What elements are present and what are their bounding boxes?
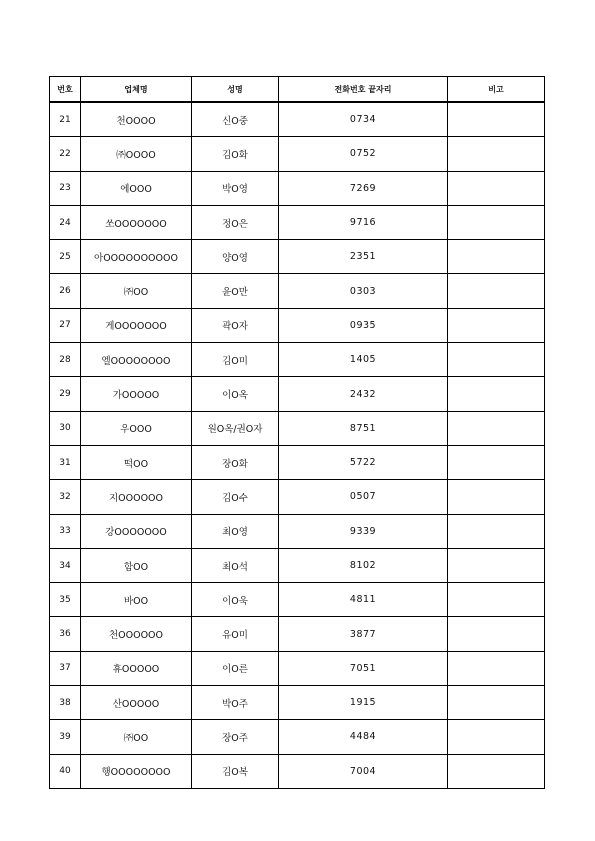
cell-note: [448, 411, 545, 445]
cell-no: 32: [50, 480, 81, 514]
table-row: [50, 377, 545, 411]
cell-phone-last: 7269: [279, 171, 448, 205]
cell-company: 쏘OOOOOOO: [81, 205, 192, 239]
cell-note: [448, 308, 545, 342]
cell-phone-last: 1915: [279, 686, 448, 720]
cell-company: 함OO: [81, 548, 192, 582]
cell-phone-last: 8102: [279, 548, 448, 582]
cell-company: 에OOO: [81, 171, 192, 205]
table-row: [50, 308, 545, 342]
table-row: [50, 171, 545, 205]
cell-name: 장O주: [192, 720, 279, 754]
cell-name: 정O은: [192, 205, 279, 239]
cell-name: 최O석: [192, 548, 279, 582]
cell-company: 휴OOOOO: [81, 651, 192, 685]
table-row: [50, 754, 545, 788]
cell-note: [448, 686, 545, 720]
cell-note: [448, 274, 545, 308]
cell-name: 이O욱: [192, 583, 279, 617]
table-row: [50, 137, 545, 171]
cell-name: 김O화: [192, 137, 279, 171]
cell-no: 28: [50, 343, 81, 377]
cell-name: 김O수: [192, 480, 279, 514]
table-row: [50, 445, 545, 479]
cell-note: [448, 583, 545, 617]
cell-note: [448, 102, 545, 137]
cell-company: 엘OOOOOOOO: [81, 343, 192, 377]
roster-table: [49, 76, 545, 789]
cell-phone-last: 0935: [279, 308, 448, 342]
cell-company: 천OOOOOO: [81, 617, 192, 651]
cell-note: [448, 651, 545, 685]
cell-phone-last: 1405: [279, 343, 448, 377]
cell-company: 떡OO: [81, 445, 192, 479]
cell-name: 유O미: [192, 617, 279, 651]
cell-note: [448, 171, 545, 205]
header-no: 번호: [50, 77, 81, 103]
table-row: [50, 617, 545, 651]
table-row: [50, 514, 545, 548]
cell-phone-last: 7051: [279, 651, 448, 685]
cell-no: 35: [50, 583, 81, 617]
header-name: 성명: [192, 77, 279, 103]
cell-no: 24: [50, 205, 81, 239]
cell-note: [448, 514, 545, 548]
table-row: [50, 205, 545, 239]
cell-phone-last: 9339: [279, 514, 448, 548]
table-row: [50, 686, 545, 720]
cell-no: 38: [50, 686, 81, 720]
cell-company: ㈜OOOO: [81, 137, 192, 171]
cell-no: 21: [50, 102, 81, 137]
cell-name: 이O른: [192, 651, 279, 685]
cell-no: 36: [50, 617, 81, 651]
cell-name: 박O영: [192, 171, 279, 205]
cell-no: 31: [50, 445, 81, 479]
table-row: [50, 240, 545, 274]
cell-company: 바OO: [81, 583, 192, 617]
cell-note: [448, 137, 545, 171]
cell-note: [448, 205, 545, 239]
cell-note: [448, 617, 545, 651]
cell-name: 박O주: [192, 686, 279, 720]
cell-no: 34: [50, 548, 81, 582]
header-company: 업체명: [81, 77, 192, 103]
cell-name: 곽O자: [192, 308, 279, 342]
cell-company: 아OOOOOOOOOO: [81, 240, 192, 274]
cell-phone-last: 2351: [279, 240, 448, 274]
cell-company: 가OOOOO: [81, 377, 192, 411]
cell-phone-last: 0507: [279, 480, 448, 514]
cell-no: 39: [50, 720, 81, 754]
cell-note: [448, 445, 545, 479]
table-row: [50, 274, 545, 308]
cell-note: [448, 377, 545, 411]
cell-company: 지OOOOOO: [81, 480, 192, 514]
header-note: 비고: [448, 77, 545, 103]
cell-no: 26: [50, 274, 81, 308]
cell-note: [448, 343, 545, 377]
cell-no: 40: [50, 754, 81, 788]
cell-company: ㈜OO: [81, 720, 192, 754]
table-header: [50, 77, 545, 103]
cell-company: 산OOOOO: [81, 686, 192, 720]
table-body: [50, 102, 545, 788]
cell-phone-last: 5722: [279, 445, 448, 479]
cell-phone-last: 7004: [279, 754, 448, 788]
cell-name: 양O영: [192, 240, 279, 274]
cell-no: 23: [50, 171, 81, 205]
cell-phone-last: 0752: [279, 137, 448, 171]
cell-company: 강OOOOOOO: [81, 514, 192, 548]
cell-name: 신O중: [192, 102, 279, 137]
cell-name: 윤O만: [192, 274, 279, 308]
cell-phone-last: 2432: [279, 377, 448, 411]
cell-name: 김O복: [192, 754, 279, 788]
cell-name: 장O화: [192, 445, 279, 479]
cell-no: 25: [50, 240, 81, 274]
cell-company: ㈜OO: [81, 274, 192, 308]
cell-name: 김O미: [192, 343, 279, 377]
header-row: [50, 77, 545, 103]
cell-no: 30: [50, 411, 81, 445]
table-row: [50, 480, 545, 514]
cell-no: 29: [50, 377, 81, 411]
cell-phone-last: 4811: [279, 583, 448, 617]
cell-company: 천OOOO: [81, 102, 192, 137]
table-row: [50, 583, 545, 617]
cell-no: 37: [50, 651, 81, 685]
table-row: [50, 343, 545, 377]
cell-no: 22: [50, 137, 81, 171]
cell-company: 게OOOOOOO: [81, 308, 192, 342]
cell-company: 우OOO: [81, 411, 192, 445]
cell-name: 원O옥/권O자: [192, 411, 279, 445]
cell-phone-last: 9716: [279, 205, 448, 239]
cell-note: [448, 720, 545, 754]
cell-company: 행OOOOOOOO: [81, 754, 192, 788]
table-row: [50, 651, 545, 685]
cell-phone-last: 0734: [279, 102, 448, 137]
cell-phone-last: 8751: [279, 411, 448, 445]
cell-name: 이O옥: [192, 377, 279, 411]
table-row: [50, 720, 545, 754]
cell-note: [448, 548, 545, 582]
cell-no: 33: [50, 514, 81, 548]
cell-note: [448, 754, 545, 788]
cell-phone-last: 4484: [279, 720, 448, 754]
table-row: [50, 548, 545, 582]
header-phone-last: 전화번호 끝자리: [279, 77, 448, 103]
table-row: [50, 102, 545, 137]
table-row: [50, 411, 545, 445]
cell-phone-last: 0303: [279, 274, 448, 308]
cell-name: 최O영: [192, 514, 279, 548]
cell-note: [448, 480, 545, 514]
cell-no: 27: [50, 308, 81, 342]
cell-phone-last: 3877: [279, 617, 448, 651]
cell-note: [448, 240, 545, 274]
